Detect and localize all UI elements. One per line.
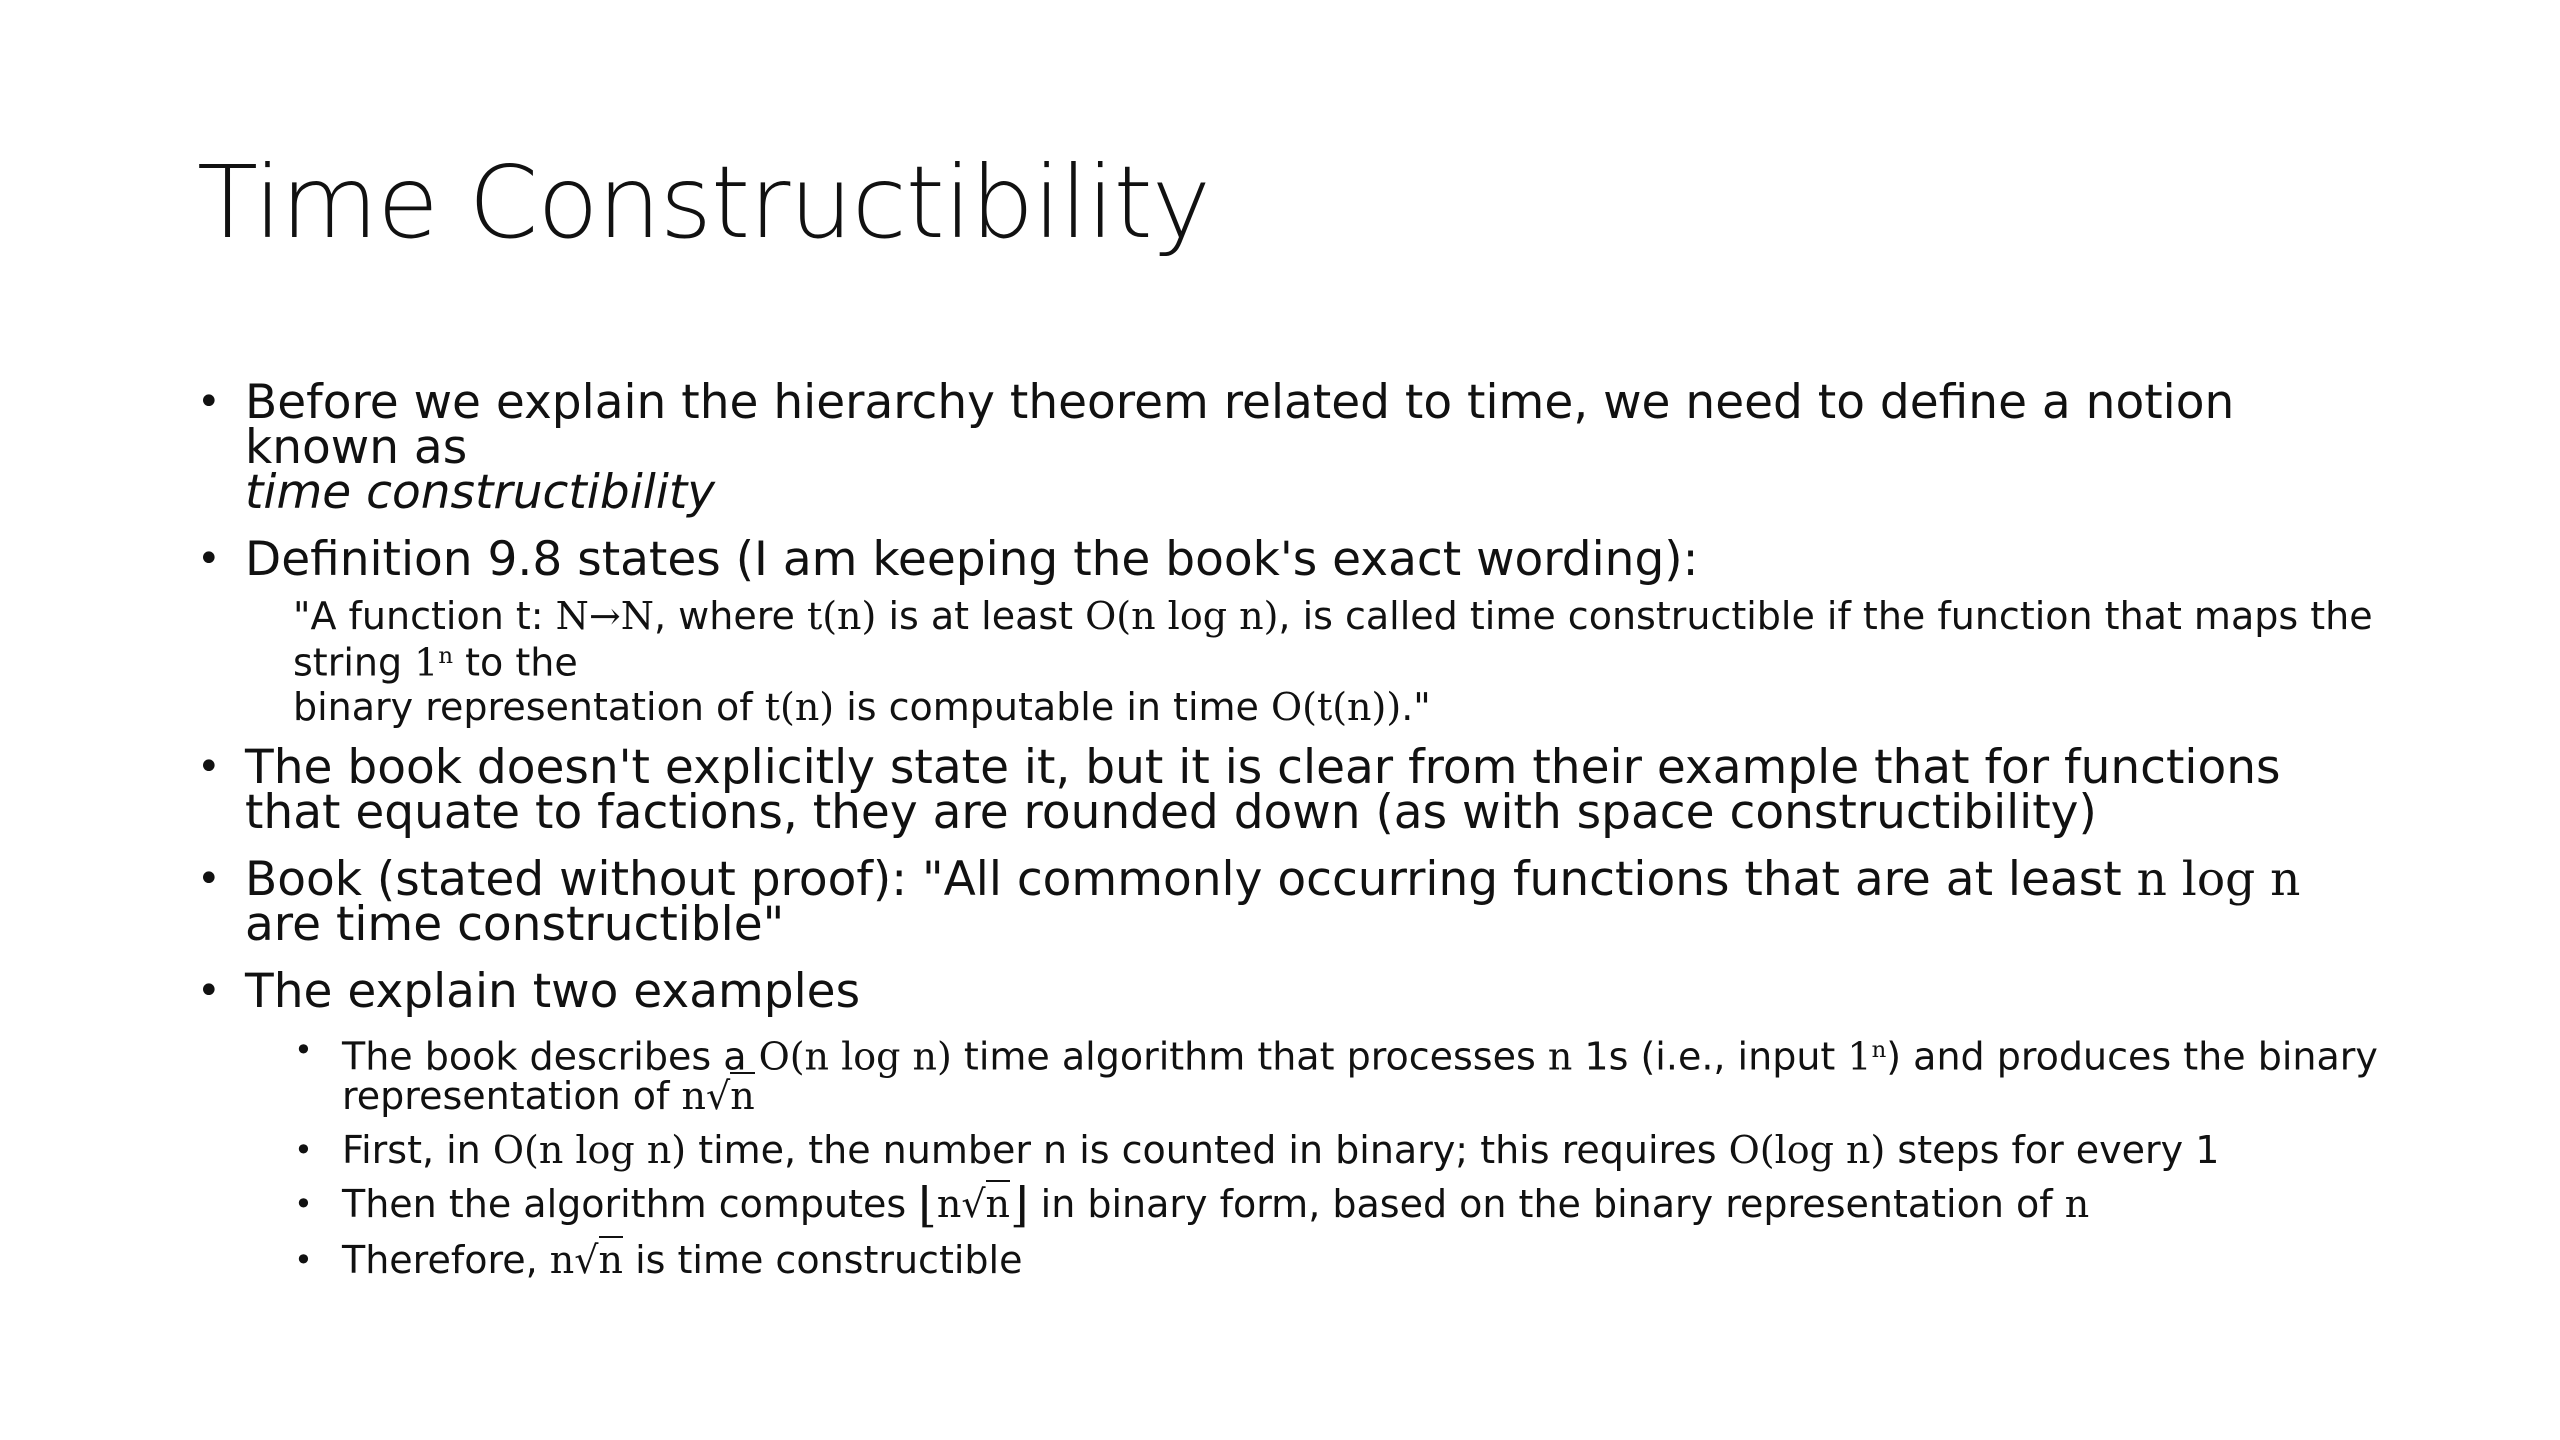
definition-quote-line-2: [197, 684, 2387, 729]
quote-math: 1: [414, 640, 439, 685]
sub-bullet-dot-icon: •: [294, 1030, 313, 1069]
slide-content: [197, 375, 2387, 1294]
sub-bullet-math: n: [549, 1237, 575, 1282]
quote-math: O(t(n)): [1270, 684, 1402, 729]
bullet-dot-icon: •: [197, 536, 221, 582]
slide-title: Time Constructibility: [197, 144, 1210, 261]
bullet-dot-icon: •: [197, 967, 221, 1014]
sub-bullet-text: ) and produces the binary representation of: [342, 1034, 2378, 1119]
sub-bullet-text: Therefore,: [342, 1237, 550, 1282]
quote-math: t(n): [806, 594, 877, 638]
sub-bullet-text: time algorithm that processes: [951, 1034, 1548, 1079]
sqrt-icon: √: [705, 1074, 731, 1119]
sub-bullet-compute: [197, 1177, 2387, 1233]
sub-bullet-superscript: n: [1871, 1036, 1887, 1063]
quote-text: "A function t:: [293, 594, 556, 638]
bullet-dot-icon: •: [197, 379, 221, 425]
sub-bullet-dot-icon: •: [294, 1131, 313, 1170]
quote-text: , is called time constructible if the function that maps the string: [293, 594, 2373, 685]
bullet-dot-icon: •: [197, 743, 221, 790]
sub-bullet-dot-icon: •: [294, 1240, 313, 1279]
sub-bullet-text: The book describes a: [342, 1034, 759, 1079]
sub-bullet-math: O(log n): [1728, 1128, 1886, 1173]
bullet-definition: [197, 532, 2387, 587]
bullet-hierarchy-intro: [197, 375, 2387, 520]
sub-bullet-dot-icon: •: [294, 1185, 313, 1224]
bullet-dot-icon: •: [197, 855, 221, 902]
sqrt-radicand: n: [730, 1074, 755, 1119]
sqrt-radicand: n: [598, 1237, 623, 1282]
sub-bullet-text: 1s (i.e., input: [1572, 1034, 1848, 1079]
bullet-text: Before we explain the hierarchy theorem related to time, we need to define a notion known as: [245, 375, 2235, 475]
sub-bullet-text: time, the number n is counted in binary; this requires: [686, 1128, 1729, 1173]
quote-math: t(n): [764, 684, 835, 729]
bullet-math: n log n: [2136, 851, 2301, 907]
sub-bullet-math: n: [936, 1182, 962, 1227]
quote-superscript: n: [438, 643, 454, 669]
quote-text: .": [1401, 684, 1431, 729]
sub-bullet-math: O(n log n): [492, 1128, 687, 1173]
bullet-book-claim: [197, 851, 2387, 952]
sub-bullet-math: 1: [1847, 1034, 1872, 1079]
quote-text: binary representation of: [293, 684, 765, 729]
sub-bullet-text: First, in: [342, 1128, 493, 1173]
quote-text: to the: [453, 640, 578, 685]
sub-bullet-text: steps for every 1: [1885, 1128, 2220, 1173]
right-floor-icon: ⌋: [1010, 1177, 1029, 1233]
sub-bullet-text: is time constructible: [622, 1237, 1023, 1282]
sub-bullet-text: in binary form, based on the binary representation of: [1028, 1182, 2065, 1227]
bullet-text: Book (stated without proof): "All commonly occurring functions that are at least: [245, 851, 2122, 907]
sub-bullet-math: n: [2064, 1182, 2090, 1227]
sub-bullet-math: n: [681, 1074, 706, 1119]
sub-bullet-algorithm: [197, 1030, 2387, 1117]
left-floor-icon: ⌊: [918, 1177, 937, 1233]
bullet-text: Definition 9.8 states (I am keeping the book's exact wording):: [245, 532, 1699, 587]
bullet-rounding-note: [197, 739, 2387, 840]
bullet-emphasis: time constructibility: [245, 465, 716, 520]
quote-text: is computable in time: [834, 684, 1271, 729]
sub-bullet-math: O(n log n): [758, 1034, 952, 1079]
sqrt-icon: √: [961, 1182, 986, 1227]
sqrt-icon: √: [574, 1237, 599, 1282]
sub-bullet-text: Then the algorithm computes: [342, 1182, 919, 1227]
quote-math: O(n log n): [1085, 594, 1279, 638]
bullet-examples: [197, 963, 2387, 1019]
sub-bullet-math: n: [1547, 1034, 1573, 1079]
quote-text: is at least: [876, 594, 1086, 638]
definition-quote-line-1: [197, 596, 2387, 683]
quote-text: , where: [654, 594, 807, 638]
bullet-text: The book doesn't explicitly state it, but it is clear from their example that for functions that equate to factions, they are rounded down (as with space constructibility): [245, 739, 2281, 840]
sub-bullet-conclusion: [197, 1237, 2387, 1282]
bullet-text: The explain two examples: [245, 963, 861, 1019]
quote-math: N→N: [555, 594, 654, 638]
sqrt-radicand: n: [985, 1182, 1011, 1227]
bullet-text: are time constructible": [245, 896, 785, 952]
sub-bullet-counting: [197, 1128, 2387, 1173]
